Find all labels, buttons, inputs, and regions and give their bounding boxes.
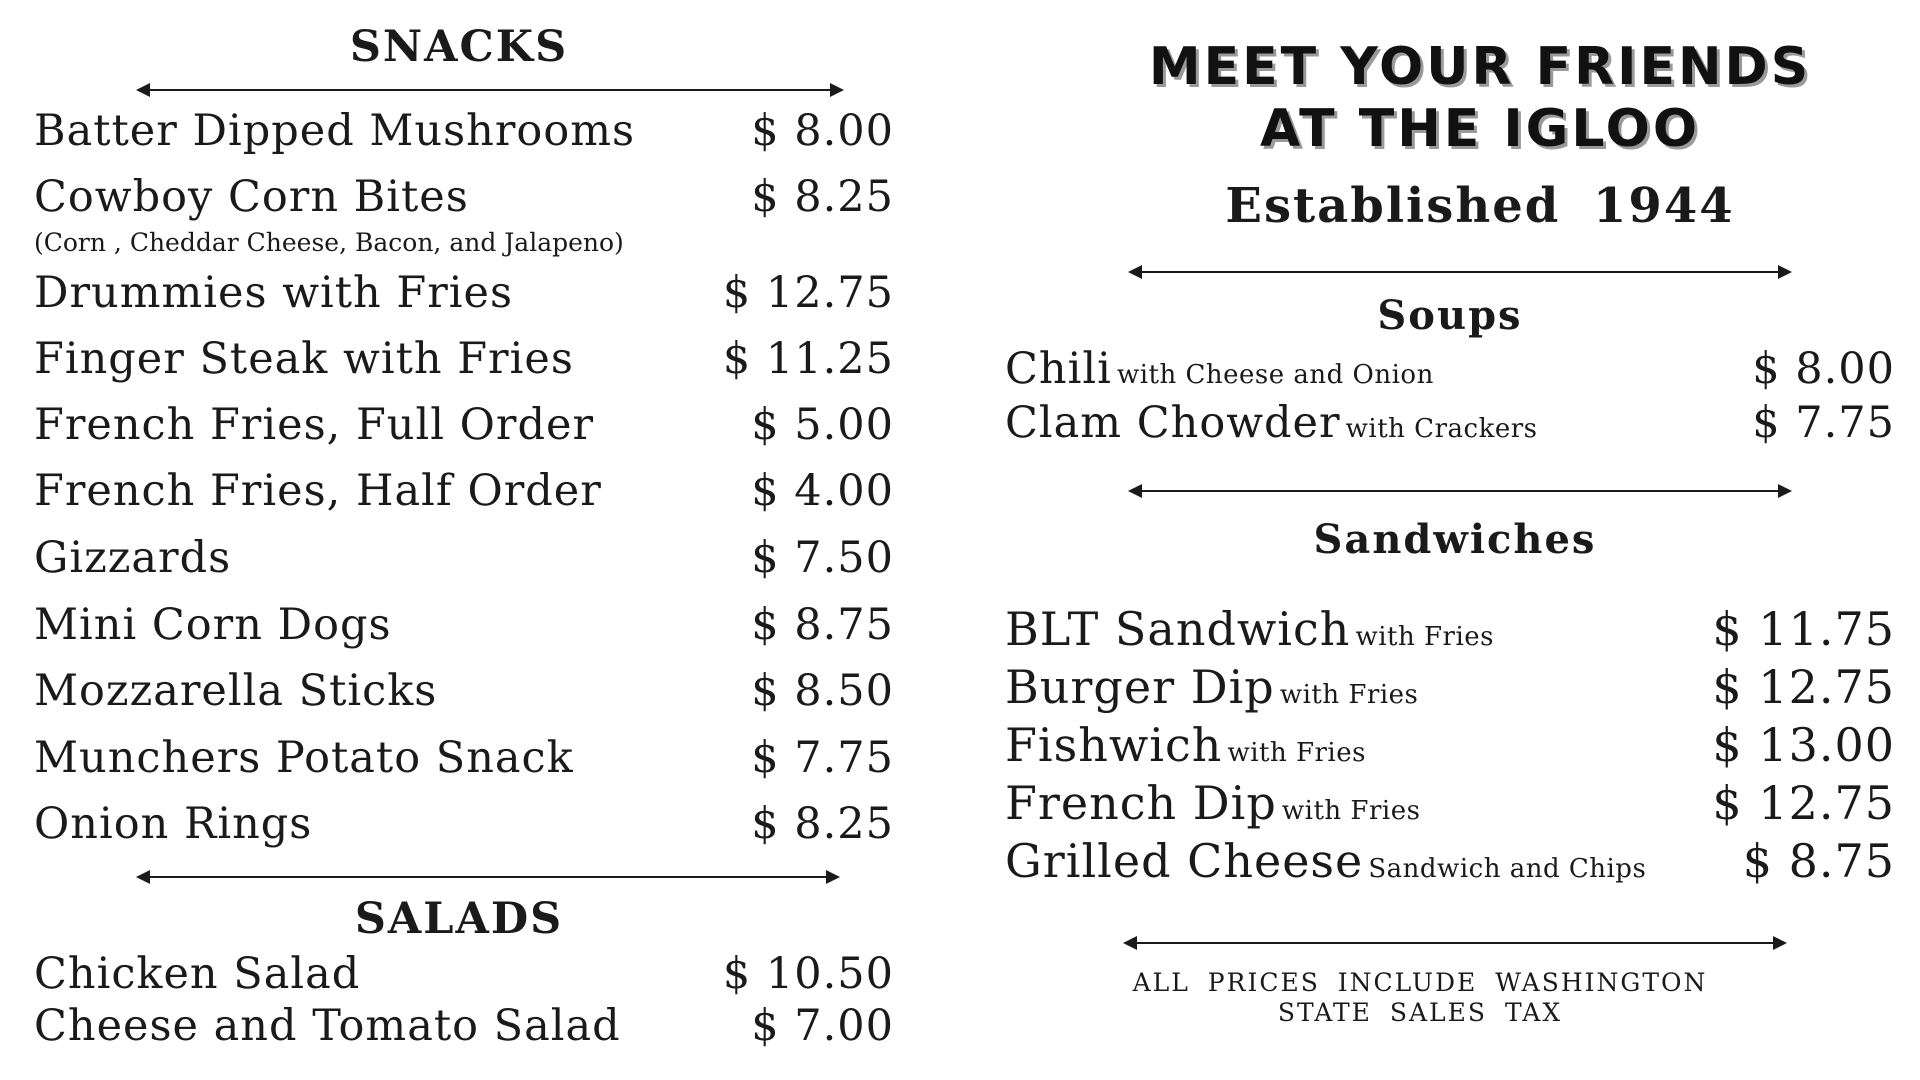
item-price: $ 10.50 [722, 949, 894, 999]
soups-heading: Soups [1377, 292, 1523, 339]
menu-item [34, 466, 894, 516]
menu-item [34, 533, 894, 583]
item-price: $ 8.75 [1742, 834, 1895, 888]
menu-item [34, 400, 894, 450]
menu-item [34, 666, 894, 716]
menu-item [34, 172, 894, 222]
menu-item [1005, 776, 1895, 830]
item-price: $ 4.00 [751, 466, 894, 516]
item-name: French Fries, Half Order [34, 466, 602, 516]
item-price: $ 12.75 [1712, 776, 1895, 830]
item-name: Clam Chowder [1005, 398, 1341, 448]
menu-item [1005, 834, 1895, 888]
restaurant-title-line-1: MEET YOUR FRIENDS [1148, 37, 1812, 97]
item-name: Cheese and Tomato Salad [34, 1001, 621, 1051]
tax-note-line-1: ALL PRICES INCLUDE WASHINGTON [1132, 968, 1708, 997]
item-price: $ 7.75 [751, 733, 894, 783]
menu-item [1005, 718, 1895, 772]
item-name: Drummies with Fries [34, 268, 514, 318]
menu-item [34, 949, 894, 999]
item-name: Gizzards [34, 533, 232, 583]
item-description: (Corn , Cheddar Cheese, Bacon, and Jalapeno) [34, 228, 624, 257]
menu-item [34, 334, 894, 384]
menu-item [34, 799, 894, 849]
item-name: Mini Corn Dogs [34, 600, 392, 650]
menu-item [1005, 660, 1895, 714]
item-name: Munchers Potato Snack [34, 733, 574, 783]
item-name: BLT Sandwich [1005, 602, 1351, 656]
item-name: Onion Rings [34, 799, 313, 849]
item-note: with Fries [1355, 622, 1495, 652]
item-note: with Cheese and Onion [1116, 360, 1434, 390]
item-name: Chili [1005, 344, 1112, 394]
salads-heading: SALADS [354, 894, 564, 944]
item-name: Cowboy Corn Bites [34, 172, 469, 222]
restaurant-title-line-2: AT THE IGLOO [1259, 99, 1701, 159]
soups-divider [1130, 490, 1790, 492]
item-price: $ 7.00 [751, 1001, 894, 1051]
item-price: $ 8.50 [751, 666, 894, 716]
salads-divider [138, 876, 838, 878]
sandwiches-divider [1125, 942, 1785, 944]
menu-item [34, 600, 894, 650]
snacks-heading: SNACKS [349, 22, 569, 72]
tax-note-line-2: STATE SALES TAX [1277, 998, 1563, 1027]
menu-item [34, 106, 894, 156]
header-divider [1130, 271, 1790, 273]
menu-item [1005, 398, 1895, 448]
menu-item [1005, 344, 1895, 394]
item-price: $ 12.75 [1712, 660, 1895, 714]
right-column [1005, 0, 1895, 1080]
item-note: with Fries [1279, 680, 1419, 710]
item-price: $ 8.25 [751, 172, 894, 222]
sandwiches-heading: Sandwiches [1313, 516, 1597, 563]
item-name: Chicken Salad [34, 949, 361, 999]
menu-item [34, 1001, 894, 1051]
item-price: $ 11.25 [722, 334, 894, 384]
item-name: Mozzarella Sticks [34, 666, 438, 716]
item-price: $ 8.75 [751, 600, 894, 650]
item-note: with Fries [1227, 738, 1366, 768]
item-price: $ 13.00 [1712, 718, 1895, 772]
item-name: French Fries, Full Order [34, 400, 595, 450]
item-name: Fishwich [1005, 718, 1223, 772]
left-column [34, 0, 894, 1080]
menu-item [34, 733, 894, 783]
item-note: Sandwich and Chips [1368, 854, 1647, 884]
item-price: $ 8.00 [1752, 344, 1895, 394]
item-price: $ 7.75 [1752, 398, 1895, 448]
item-name: Grilled Cheese [1005, 834, 1364, 888]
item-price: $ 8.25 [751, 799, 894, 849]
item-name: French Dip [1005, 776, 1277, 830]
item-price: $ 11.75 [1712, 602, 1895, 656]
item-note: with Crackers [1345, 414, 1538, 444]
item-name: Burger Dip [1005, 660, 1275, 714]
menu-item [1005, 602, 1895, 656]
item-price: $ 8.00 [751, 106, 894, 156]
menu-item [34, 268, 894, 318]
item-price: $ 7.50 [751, 533, 894, 583]
item-price: $ 12.75 [722, 268, 894, 318]
item-name: Finger Steak with Fries [34, 334, 574, 384]
established-year: Established 1944 [1225, 178, 1735, 234]
item-name: Batter Dipped Mushrooms [34, 106, 636, 156]
snacks-divider [138, 89, 842, 91]
item-price: $ 5.00 [751, 400, 894, 450]
item-note: with Fries [1281, 796, 1421, 826]
